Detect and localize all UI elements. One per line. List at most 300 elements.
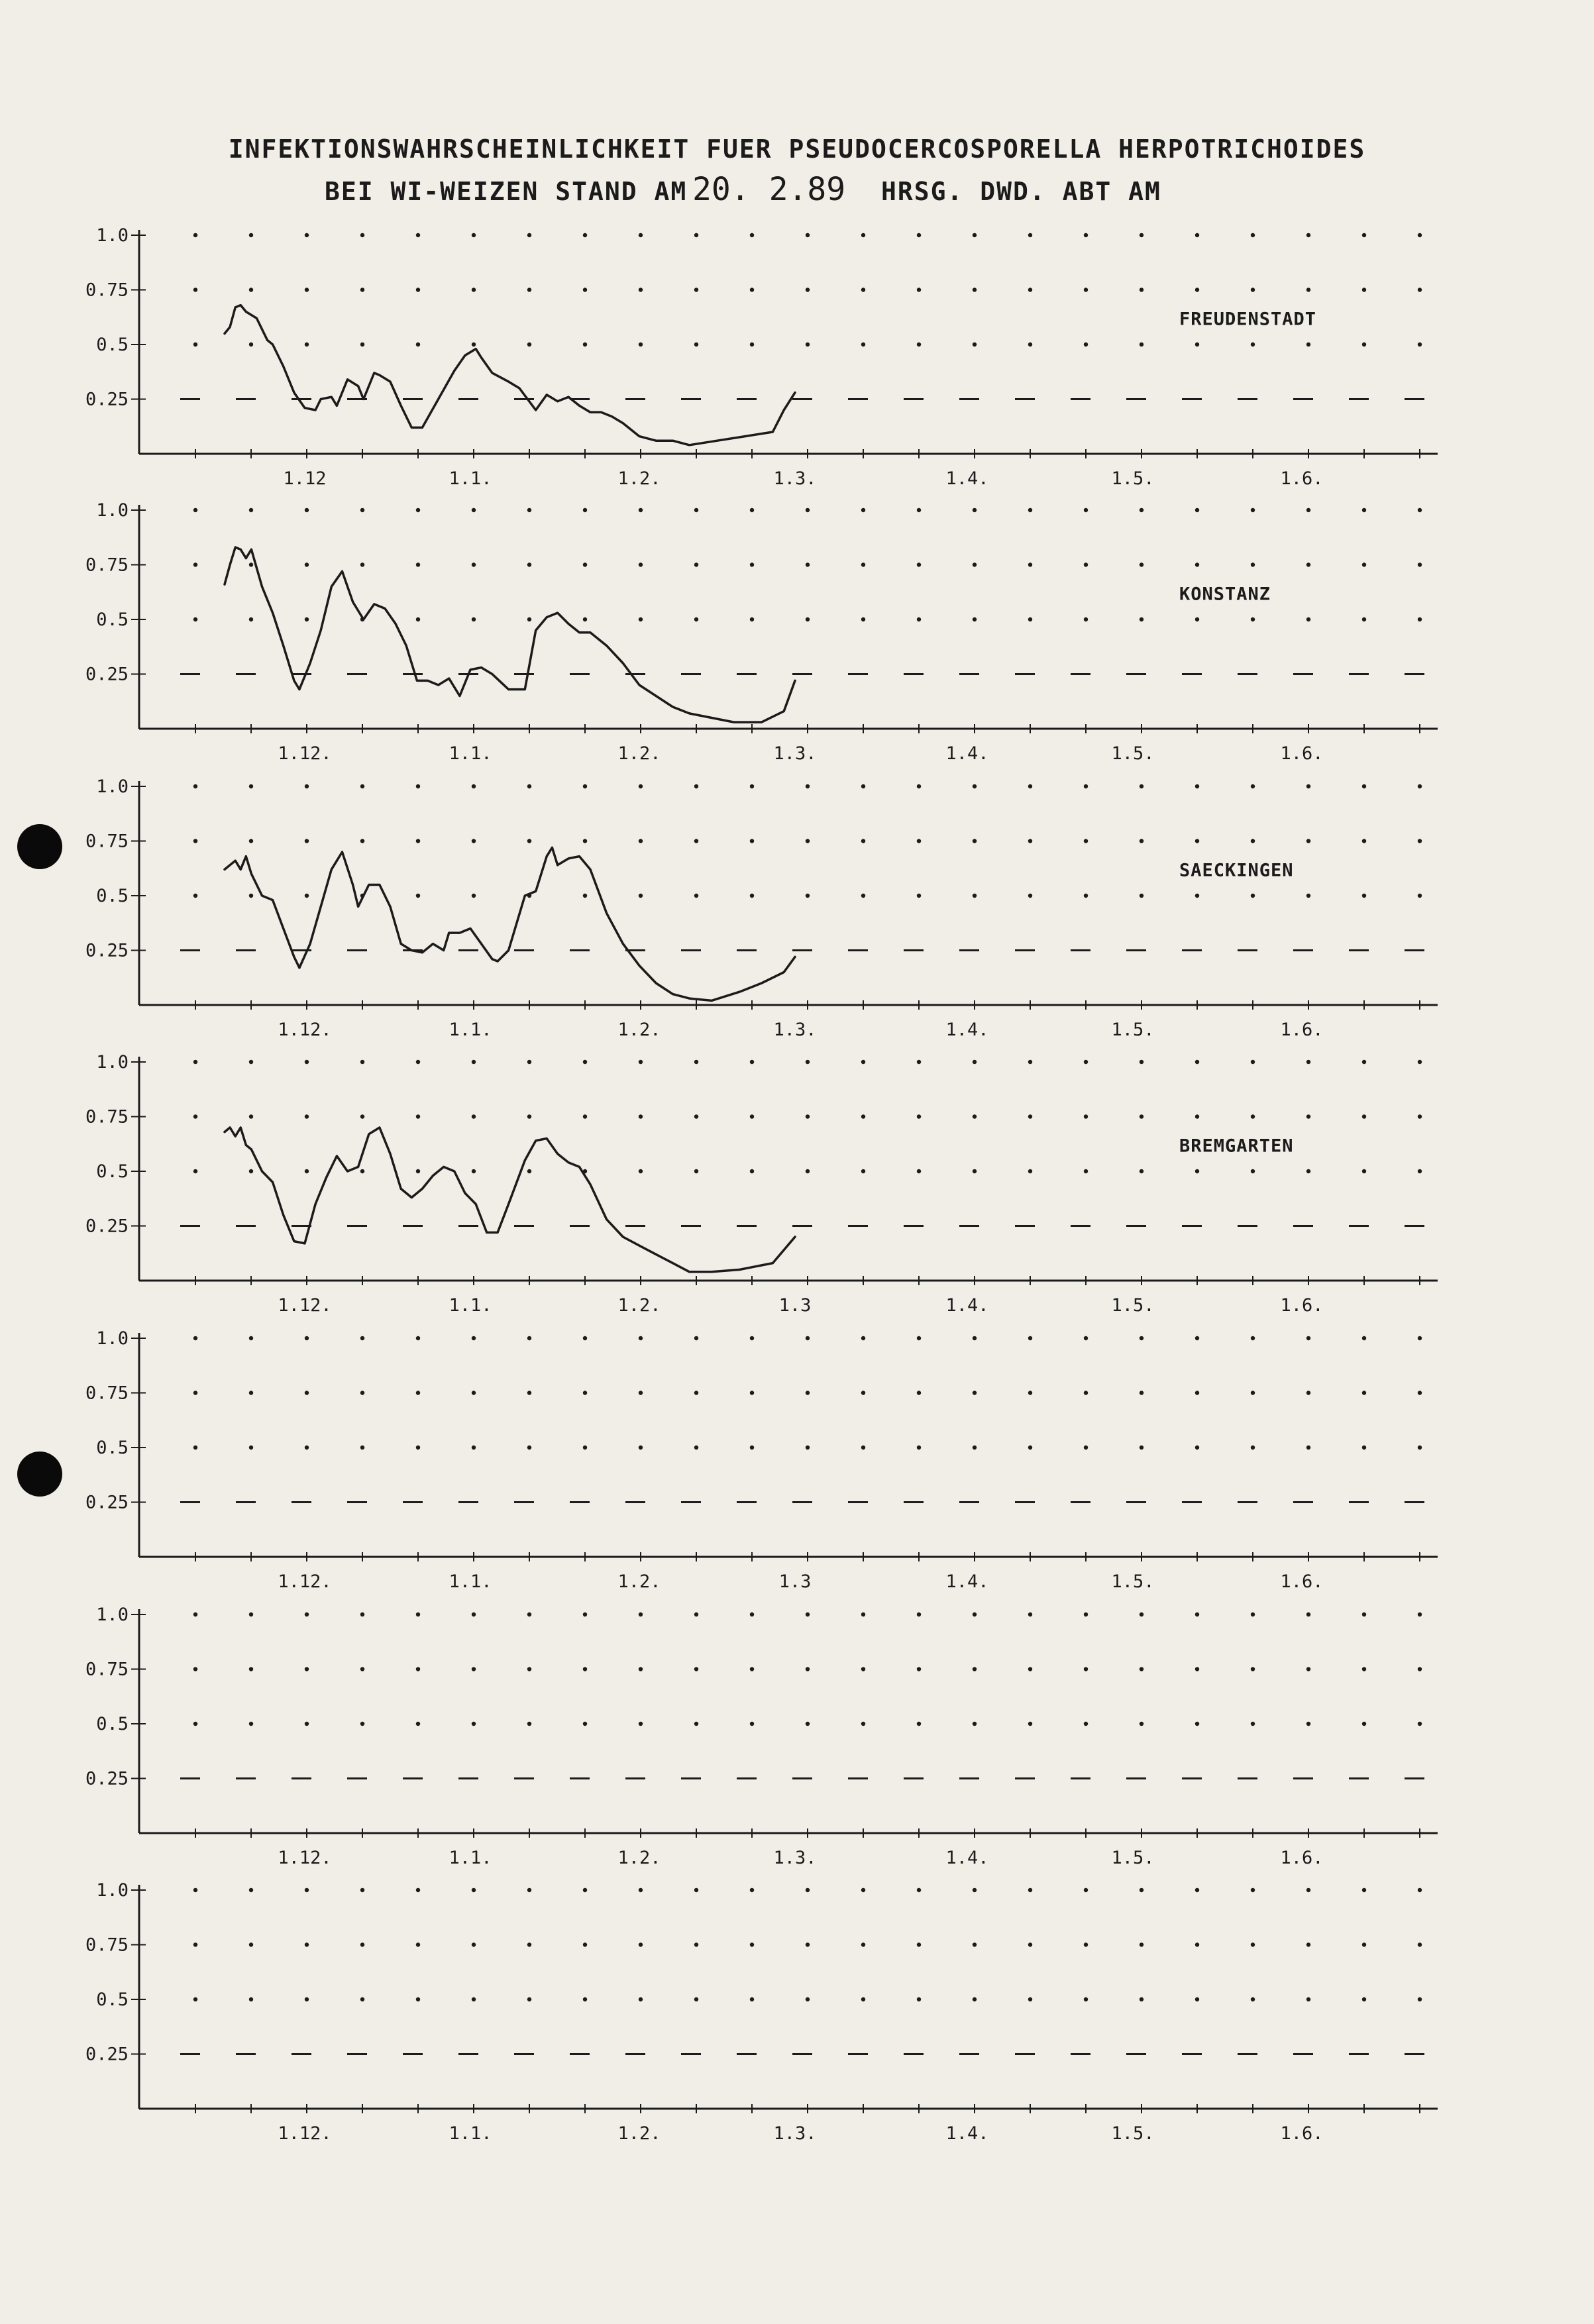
grid-dot — [583, 562, 587, 566]
grid-dot — [416, 617, 420, 621]
series-line-1 — [225, 847, 795, 1000]
grid-dot — [193, 1722, 197, 1726]
grid-dot — [973, 1667, 977, 1671]
grid-dot — [249, 839, 253, 843]
grid-dot — [917, 233, 921, 237]
x-tick-label: 1.2. — [617, 1295, 661, 1316]
grid-dot — [1306, 1667, 1310, 1671]
grid-dot — [583, 1722, 587, 1726]
grid-dot — [861, 784, 865, 788]
grid-dot — [639, 1722, 643, 1726]
grid-dot — [861, 1997, 865, 2001]
grid-dot — [639, 508, 643, 512]
punch-hole-top — [17, 824, 62, 869]
grid-dot — [1251, 288, 1255, 291]
grid-dot — [472, 1446, 476, 1450]
x-tick-label: 1.5. — [1111, 1571, 1155, 1592]
grid-dot — [694, 1612, 698, 1616]
grid-dot — [1306, 288, 1310, 291]
chart-panel-6 — [85, 1605, 1438, 1868]
grid-dot — [1195, 1942, 1199, 1946]
grid-dot — [1028, 1114, 1032, 1118]
grid-dot — [1028, 343, 1032, 346]
x-tick-label: 1.1. — [449, 1848, 492, 1868]
grid-dot — [750, 1997, 754, 2001]
station-label: BREMGARTEN — [1179, 1136, 1294, 1157]
grid-dot — [416, 343, 420, 346]
grid-dot — [1028, 617, 1032, 621]
grid-dot — [360, 784, 364, 788]
grid-dot — [861, 1446, 865, 1450]
grid-dot — [917, 343, 921, 346]
grid-dot — [861, 894, 865, 898]
grid-dot — [527, 1446, 531, 1450]
x-tick-label: 1.1. — [449, 1020, 492, 1040]
y-tick-label: 0.25 — [85, 1492, 129, 1513]
grid-dot — [694, 343, 698, 346]
grid-dot — [527, 343, 531, 346]
grid-dot — [416, 1446, 420, 1450]
grid-dot — [1306, 1888, 1310, 1892]
x-tick-label: 1.3. — [773, 1020, 817, 1040]
grid-dot — [416, 784, 420, 788]
grid-dot — [1306, 233, 1310, 237]
grid-dot — [360, 1722, 364, 1726]
grid-dot — [1418, 343, 1422, 346]
grid-dot — [806, 1114, 810, 1118]
grid-dot — [1028, 508, 1032, 512]
grid-dot — [472, 1169, 476, 1173]
grid-dot — [193, 233, 197, 237]
grid-dot — [750, 562, 754, 566]
grid-dot — [527, 1722, 531, 1726]
grid-dot — [1084, 562, 1088, 566]
station-label: SAECKINGEN — [1179, 860, 1294, 881]
grid-dot — [1418, 1391, 1422, 1395]
grid-dot — [1251, 1169, 1255, 1173]
grid-dot — [917, 562, 921, 566]
grid-dot — [305, 1942, 309, 1946]
grid-dot — [305, 1612, 309, 1616]
grid-dot — [305, 508, 309, 512]
grid-dot — [416, 562, 420, 566]
grid-dot — [1084, 839, 1088, 843]
grid-dot — [1084, 1888, 1088, 1892]
grid-dot — [1251, 1612, 1255, 1616]
grid-dot — [694, 839, 698, 843]
grid-dot — [1195, 1667, 1199, 1671]
grid-dot — [1028, 1612, 1032, 1616]
grid-dot — [973, 617, 977, 621]
grid-dot — [1140, 894, 1143, 898]
grid-dot — [806, 1391, 810, 1395]
grid-dot — [694, 233, 698, 237]
grid-dot — [806, 1667, 810, 1671]
y-tick-label: 0.75 — [85, 1934, 129, 1956]
grid-dot — [1140, 1667, 1143, 1671]
chart-panel-3 — [85, 776, 1438, 1040]
grid-dot — [1306, 1391, 1310, 1395]
x-tick-label: 1.4. — [945, 743, 989, 764]
grid-dot — [861, 1060, 865, 1064]
x-tick-label: 1.5. — [1111, 468, 1155, 489]
grid-dot — [193, 1667, 197, 1671]
y-tick-label: 0.5 — [96, 609, 129, 630]
grid-dot — [193, 508, 197, 512]
grid-dot — [973, 894, 977, 898]
grid-dot — [639, 1391, 643, 1395]
grid-dot — [193, 1391, 197, 1395]
x-tick-label: 1.12. — [278, 1571, 332, 1592]
x-tick-label: 1.1. — [449, 468, 492, 489]
grid-dot — [249, 1612, 253, 1616]
grid-dot — [416, 233, 420, 237]
grid-dot — [472, 562, 476, 566]
grid-dot — [1362, 562, 1366, 566]
grid-dot — [806, 1446, 810, 1450]
header-title-line1: INFEKTIONSWAHRSCHEINLICHKEIT FUER PSEUDOCERCOSPORELLA HERPOTRICHOIDES — [228, 134, 1366, 164]
x-tick-label: 1.1. — [449, 1571, 492, 1592]
grid-dot — [1418, 233, 1422, 237]
grid-dot — [360, 1336, 364, 1340]
grid-dot — [1140, 1391, 1143, 1395]
y-tick-label: 0.5 — [96, 1438, 129, 1458]
grid-dot — [1362, 1391, 1366, 1395]
grid-dot — [861, 562, 865, 566]
grid-dot — [360, 1997, 364, 2001]
grid-dot — [861, 1336, 865, 1340]
grid-dot — [1306, 1114, 1310, 1118]
grid-dot — [750, 1612, 754, 1616]
grid-dot — [1251, 233, 1255, 237]
grid-dot — [1140, 617, 1143, 621]
grid-dot — [1140, 288, 1143, 291]
grid-dot — [416, 1336, 420, 1340]
grid-dot — [305, 617, 309, 621]
grid-dot — [750, 1169, 754, 1173]
grid-dot — [416, 1114, 420, 1118]
grid-dot — [973, 839, 977, 843]
grid-dot — [806, 508, 810, 512]
grid-dot — [1140, 1060, 1143, 1064]
grid-dot — [1140, 1446, 1143, 1450]
grid-dot — [806, 233, 810, 237]
grid-dot — [305, 1997, 309, 2001]
grid-dot — [360, 1888, 364, 1892]
grid-dot — [694, 894, 698, 898]
grid-dot — [249, 1336, 253, 1340]
chart-panel-4 — [85, 1052, 1438, 1316]
grid-dot — [360, 508, 364, 512]
grid-dot — [639, 1446, 643, 1450]
grid-dot — [193, 288, 197, 291]
grid-dot — [1028, 1942, 1032, 1946]
grid-dot — [750, 894, 754, 898]
grid-dot — [472, 617, 476, 621]
grid-dot — [861, 1722, 865, 1726]
x-tick-label: 1.3. — [773, 2123, 817, 2144]
x-tick-label: 1.6. — [1280, 1848, 1324, 1868]
grid-dot — [750, 508, 754, 512]
grid-dot — [750, 1391, 754, 1395]
series-line-1 — [225, 305, 795, 445]
header-title-line2-prefix: BEI WI-WEIZEN STAND AM — [325, 177, 688, 206]
grid-dot — [639, 1114, 643, 1118]
grid-dot — [1084, 1114, 1088, 1118]
grid-dot — [1140, 508, 1143, 512]
grid-dot — [694, 1391, 698, 1395]
grid-dot — [305, 1722, 309, 1726]
grid-dot — [750, 617, 754, 621]
x-tick-label: 1.4. — [945, 2123, 989, 2144]
grid-dot — [305, 288, 309, 291]
grid-dot — [583, 233, 587, 237]
grid-dot — [973, 1336, 977, 1340]
grid-dot — [806, 617, 810, 621]
grid-dot — [861, 343, 865, 346]
y-tick-label: 0.75 — [85, 280, 129, 301]
grid-dot — [305, 1391, 309, 1395]
grid-dot — [1251, 1060, 1255, 1064]
grid-dot — [416, 894, 420, 898]
grid-dot — [193, 562, 197, 566]
grid-dot — [249, 508, 253, 512]
grid-dot — [1251, 562, 1255, 566]
grid-dot — [861, 1667, 865, 1671]
grid-dot — [527, 233, 531, 237]
grid-dot — [249, 1114, 253, 1118]
grid-dot — [694, 1942, 698, 1946]
grid-dot — [416, 508, 420, 512]
station-label: KONSTANZ — [1179, 584, 1271, 605]
grid-dot — [1362, 894, 1366, 898]
sheet-header — [229, 134, 1366, 208]
grid-dot — [1306, 839, 1310, 843]
grid-dot — [694, 1114, 698, 1118]
grid-dot — [249, 1391, 253, 1395]
grid-dot — [861, 233, 865, 237]
grid-dot — [305, 1169, 309, 1173]
grid-dot — [861, 1391, 865, 1395]
grid-dot — [527, 1391, 531, 1395]
grid-dot — [193, 1997, 197, 2001]
grid-dot — [305, 784, 309, 788]
chart-panel-1 — [85, 225, 1438, 489]
grid-dot — [1195, 1888, 1199, 1892]
grid-dot — [917, 1114, 921, 1118]
grid-dot — [694, 1446, 698, 1450]
y-tick-label: 1.0 — [96, 1605, 129, 1625]
grid-dot — [1195, 233, 1199, 237]
grid-dot — [1195, 784, 1199, 788]
grid-dot — [360, 1169, 364, 1173]
x-tick-label: 1.1. — [449, 743, 492, 764]
grid-dot — [639, 233, 643, 237]
grid-dot — [639, 343, 643, 346]
grid-dot — [1028, 839, 1032, 843]
grid-dot — [639, 784, 643, 788]
grid-dot — [249, 233, 253, 237]
grid-dot — [305, 1446, 309, 1450]
grid-dot — [472, 1997, 476, 2001]
grid-dot — [249, 288, 253, 291]
grid-dot — [1140, 343, 1143, 346]
grid-dot — [806, 1060, 810, 1064]
grid-dot — [694, 1169, 698, 1173]
grid-dot — [1028, 233, 1032, 237]
grid-dot — [249, 1888, 253, 1892]
grid-dot — [861, 839, 865, 843]
series-line-1 — [225, 1128, 795, 1272]
y-tick-label: 0.5 — [96, 1161, 129, 1182]
grid-dot — [806, 1997, 810, 2001]
grid-dot — [416, 1060, 420, 1064]
grid-dot — [527, 1336, 531, 1340]
x-tick-label: 1.1. — [449, 1295, 492, 1316]
grid-dot — [1306, 1722, 1310, 1726]
grid-dot — [806, 784, 810, 788]
x-tick-label: 1.3 — [778, 1571, 812, 1592]
grid-dot — [1028, 562, 1032, 566]
grid-dot — [1028, 1446, 1032, 1450]
grid-dot — [1195, 1169, 1199, 1173]
grid-dot — [193, 1060, 197, 1064]
grid-dot — [1362, 1446, 1366, 1450]
grid-dot — [1362, 1114, 1366, 1118]
grid-dot — [1306, 343, 1310, 346]
grid-dot — [472, 894, 476, 898]
grid-dot — [249, 784, 253, 788]
grid-dot — [750, 1667, 754, 1671]
y-tick-label: 0.25 — [85, 1768, 129, 1789]
grid-dot — [639, 1942, 643, 1946]
grid-dot — [861, 1612, 865, 1616]
grid-dot — [360, 1114, 364, 1118]
y-tick-label: 0.75 — [85, 555, 129, 576]
grid-dot — [472, 343, 476, 346]
grid-dot — [1251, 1997, 1255, 2001]
x-tick-label: 1.2. — [617, 743, 661, 764]
grid-dot — [917, 1722, 921, 1726]
grid-dot — [193, 784, 197, 788]
grid-dot — [1140, 1612, 1143, 1616]
grid-dot — [1140, 233, 1143, 237]
y-tick-label: 0.25 — [85, 1216, 129, 1237]
grid-dot — [583, 288, 587, 291]
grid-dot — [249, 617, 253, 621]
grid-dot — [527, 617, 531, 621]
grid-dot — [193, 1942, 197, 1946]
grid-dot — [583, 1888, 587, 1892]
grid-dot — [973, 562, 977, 566]
grid-dot — [472, 508, 476, 512]
grid-dot — [472, 1667, 476, 1671]
grid-dot — [1251, 508, 1255, 512]
grid-dot — [917, 617, 921, 621]
y-tick-label: 0.25 — [85, 389, 129, 410]
grid-dot — [917, 1888, 921, 1892]
grid-dot — [694, 617, 698, 621]
grid-dot — [1418, 617, 1422, 621]
grid-dot — [694, 562, 698, 566]
grid-dot — [1362, 1722, 1366, 1726]
grid-dot — [416, 1667, 420, 1671]
grid-dot — [1362, 839, 1366, 843]
grid-dot — [249, 1446, 253, 1450]
grid-dot — [249, 1667, 253, 1671]
x-tick-label: 1.2. — [617, 1571, 661, 1592]
grid-dot — [917, 1612, 921, 1616]
grid-dot — [1306, 617, 1310, 621]
grid-dot — [527, 1060, 531, 1064]
grid-dot — [193, 1336, 197, 1340]
grid-dot — [1362, 1169, 1366, 1173]
grid-dot — [1362, 784, 1366, 788]
grid-dot — [639, 1612, 643, 1616]
grid-dot — [527, 1114, 531, 1118]
grid-dot — [917, 288, 921, 291]
grid-dot — [917, 1997, 921, 2001]
grid-dot — [1028, 1391, 1032, 1395]
grid-dot — [360, 562, 364, 566]
grid-dot — [583, 1997, 587, 2001]
x-tick-label: 1.2. — [617, 1848, 661, 1868]
grid-dot — [1084, 1446, 1088, 1450]
x-tick-label: 1.2. — [617, 468, 661, 489]
grid-dot — [1306, 1169, 1310, 1173]
grid-dot — [639, 1169, 643, 1173]
y-tick-label: 1.0 — [96, 1328, 129, 1349]
grid-dot — [1251, 1446, 1255, 1450]
grid-dot — [527, 1667, 531, 1671]
grid-dot — [750, 784, 754, 788]
x-tick-label: 1.5. — [1111, 1848, 1155, 1868]
y-tick-label: 0.5 — [96, 886, 129, 906]
grid-dot — [1418, 508, 1422, 512]
grid-dot — [1362, 508, 1366, 512]
grid-dot — [1028, 784, 1032, 788]
grid-dot — [193, 839, 197, 843]
grid-dot — [1418, 1612, 1422, 1616]
grid-dot — [639, 562, 643, 566]
grid-dot — [360, 1667, 364, 1671]
grid-dot — [1140, 839, 1143, 843]
grid-dot — [472, 1391, 476, 1395]
grid-dot — [1140, 1888, 1143, 1892]
grid-dot — [1140, 1997, 1143, 2001]
grid-dot — [1084, 1942, 1088, 1946]
grid-dot — [1418, 1997, 1422, 2001]
chart-panel-7 — [85, 1880, 1438, 2144]
grid-dot — [1028, 1667, 1032, 1671]
x-tick-label: 1.6. — [1280, 743, 1324, 764]
grid-dot — [1140, 1942, 1143, 1946]
grid-dot — [472, 1942, 476, 1946]
grid-dot — [472, 288, 476, 291]
grid-dot — [1084, 288, 1088, 291]
grid-dot — [694, 1336, 698, 1340]
grid-dot — [1084, 1612, 1088, 1616]
grid-dot — [249, 343, 253, 346]
x-tick-label: 1.3. — [773, 468, 817, 489]
series-line-1 — [225, 547, 795, 722]
grid-dot — [1195, 288, 1199, 291]
grid-dot — [639, 288, 643, 291]
grid-dot — [973, 288, 977, 291]
grid-dot — [583, 1114, 587, 1118]
grid-dot — [249, 1060, 253, 1064]
grid-dot — [973, 1169, 977, 1173]
